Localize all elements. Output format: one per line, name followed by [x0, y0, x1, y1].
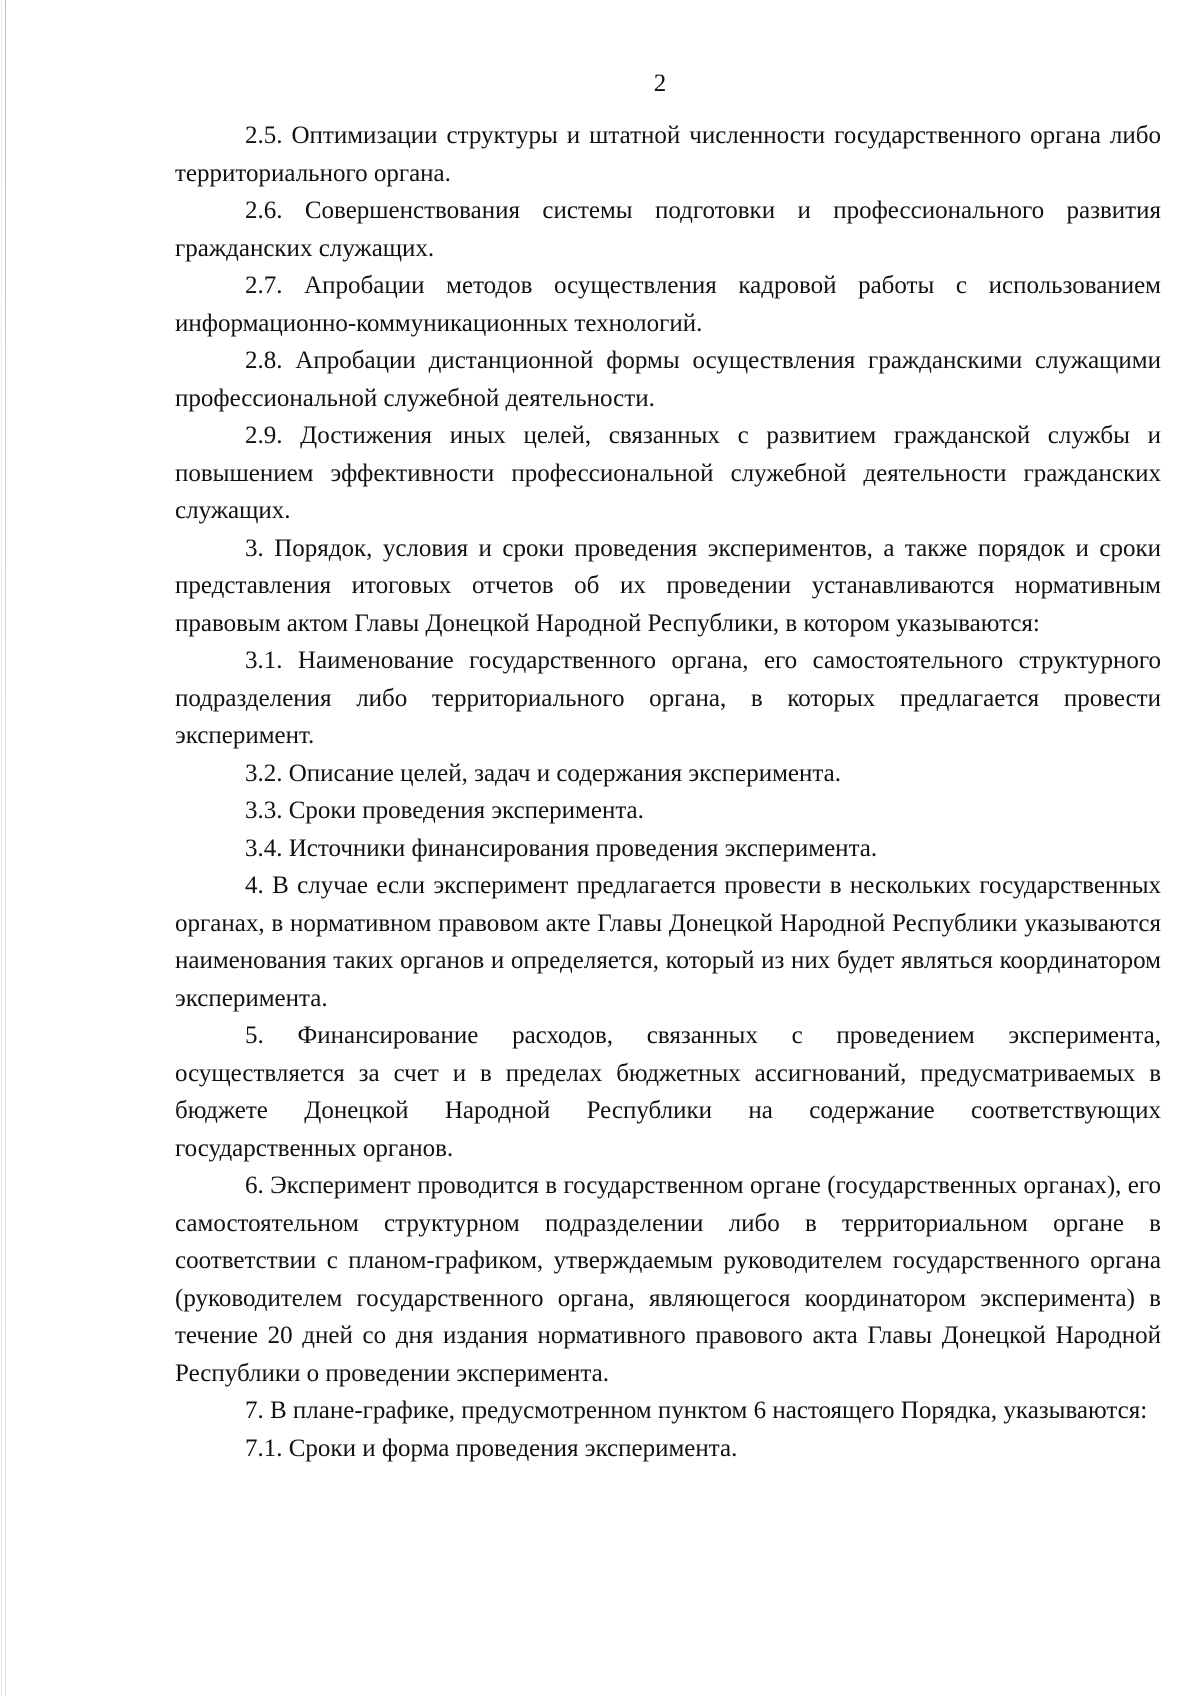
paragraph-7-1: 7.1. Сроки и форма проведения эксперимента.: [245, 1434, 738, 1462]
paragraph-2-6: 2.6. Совершенствования системы подготовки и профессионального развития гражданских служащих.: [175, 197, 1161, 262]
paragraph-3-2: 3.2. Описание целей, задач и содержания эксперимента.: [245, 759, 841, 787]
paragraph-3-3: 3.3. Сроки проведения эксперимента.: [245, 797, 644, 824]
paragraph-5: 5. Финансирование расходов, связанных с проведением эксперимента, осуществляется за счет и в пределах бюджетных ассигнований, предусматриваемых в бюджете Донецкой Народной Республики на содержание соответствующих государственных органов.: [175, 1022, 1161, 1162]
paragraph-4: 4. В случае если эксперимент предлагается провести в нескольких государственных органах, в нормативном правовом акте Главы Донецкой Народной Республики указываются наименования таких органов и определяется, который из них будет являться координатором эксперимента.: [175, 872, 1161, 1012]
scan-edge-shadow: [1, 0, 2, 1696]
scan-edge-line: [5, 0, 6, 1696]
paragraph-3-1: 3.1. Наименование государственного органа, его самостоятельного структурного подразделения либо территориального органа, в которых предлагается провести эксперимент.: [175, 647, 1161, 749]
page-number: 2: [653, 70, 667, 97]
paragraph-7: 7. В плане-графике, предусмотренном пунктом 6 настоящего Порядка, указываются:: [245, 1397, 1148, 1424]
paragraph-2-8: 2.8. Апробации дистанционной формы осуществления гражданскими служащими профессиональной служебной деятельности.: [175, 347, 1161, 412]
paragraph-3-4: 3.4. Источники финансирования проведения эксперимента.: [245, 834, 878, 862]
paragraph-2-9: 2.9. Достижения иных целей, связанных с развитием гражданской службы и повышением эффективности профессиональной служебной деятельности гражданских служащих.: [175, 422, 1161, 524]
paragraph-2-5: 2.5. Оптимизации структуры и штатной численности государственного органа либо территориального органа.: [175, 122, 1161, 187]
document-body: [175, 117, 1161, 1467]
paragraph-6: 6. Эксперимент проводится в государственном органе (государственных органах), его самостоятельном структурном подразделении либо в территориальном органе в соответствии с планом-графиком, утверждаемым руководителем государственного органа (руководителем государственного органа, являющегося координатором эксперимента) в течение 20 дней со дня издания нормативного правового акта Главы Донецкой Народной Республики о проведении эксперимента.: [175, 1172, 1161, 1387]
paragraph-3: 3. Порядок, условия и сроки проведения экспериментов, а также порядок и сроки представления итоговых отчетов об их проведении устанавливаются нормативным правовым актом Главы Донецкой Народной Республики, в котором указываются:: [175, 534, 1161, 637]
paragraph-2-7: 2.7. Апробации методов осуществления кадровой работы с использованием информационно-коммуникационных технологий.: [175, 272, 1161, 337]
